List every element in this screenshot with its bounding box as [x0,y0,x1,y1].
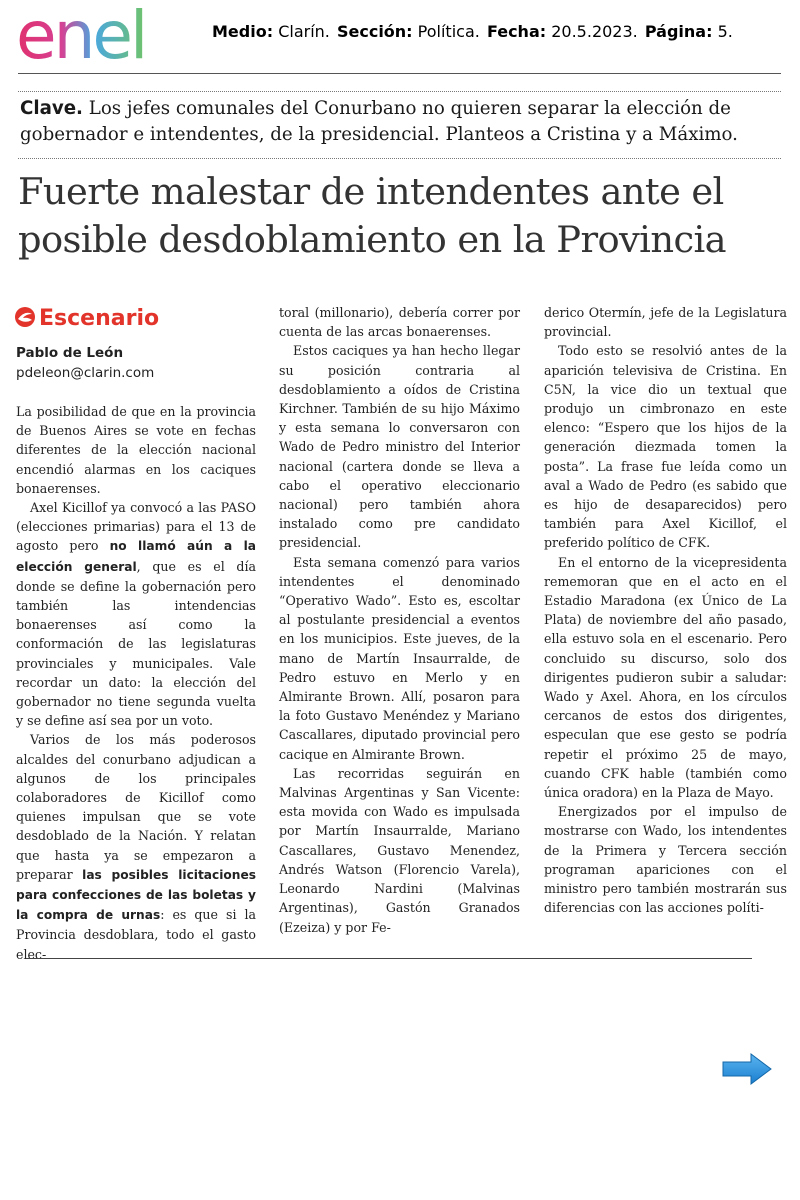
logo-text: enel [16,4,146,66]
paragraph: derico Otermín, jefe de la Legislatura provincial. [544,305,787,340]
seccion-label: Sección: [336,22,413,41]
deck-top-divider [18,91,781,92]
deck-label: Clave. [20,98,83,119]
paragraph: Las recorridas seguirán en Malvinas Argentinas y San Vicente: esta movida con Wado es impulsada por Martín Insaurralde, Mariano Cascallares, Gustavo Menendez, Andrés Watson (Florencio Varela), Leonardo Nardini (Malvinas Argentinas), Gastón Granados (Ezeiza) y por Fe- [279,765,520,935]
fecha-label: Fecha: [486,22,547,41]
paragraph: Estos caciques ya han hecho llegar su posición contraria al desdoblamiento a oídos de Cristina Kirchner. También de su hijo Máximo y esta semana lo conversaron con Wado de Pedro ministro del Interior nacional (cartera donde se lleva a cabo el operativo eleccionario nacional) pero también ahora instalado como pre candidato presidencial. [279,343,520,551]
seccion-value: Política. [417,22,480,41]
paragraph: Energizados por el impulso de mostrarse con Wado, los intendentes de la Primera y Tercera sección programan apariciones con el ministro pero también mostrarán sus diferencias con las acciones políti- [544,804,787,916]
article-headline: Fuerte malestar de intendentes ante el posible desdoblamiento en la Provincia [18,170,726,261]
article-column-3 [544,303,787,918]
author-name: Pablo de León [16,345,124,361]
enel-logo [16,4,181,66]
article-column-2 [279,303,520,937]
deck-summary [20,96,780,148]
paragraph: La posibilidad de que en la provincia de Buenos Aires se vote en fechas diferentes de la elección nacional encendió alarmas en los caciques bonaerenses. [16,404,256,496]
article-column-1 [16,402,256,964]
footer-divider [26,958,752,959]
scenario-icon [14,306,36,328]
right-arrow-icon[interactable] [721,1052,773,1086]
pagina-label: Página: [644,22,713,41]
bold-phrase: las posibles licitaciones para confecciones de las boletas y la compra de urnas [16,867,256,923]
medio-label: Medio: [212,22,274,41]
section-tag [14,306,159,331]
section-label: Escenario [39,306,160,331]
paragraph: toral (millonario), debería correr por cuenta de las arcas bonaerenses. [279,305,520,340]
author-email: pdeleon@clarin.com [16,365,155,381]
deck-bottom-divider [18,158,781,159]
medio-value: Clarín. [278,22,330,41]
clipping-header [0,0,800,74]
paragraph: En el entorno de la vicepresidenta rememoran que en el acto en el Estadio Maradona (ex Único de La Plata) de noviembre del año pasado, ella estuvo sola en el escenario. Pero concluido su discurso, solo dos dirigentes pudieron subir a saludar: Wado y Axel. Ahora, en los círculos cercanos de estos dos dirigentes, especulan que ese gesto se podría repetir el próximo 25 de mayo, cuando CFK hable (también como única oradora) en la Plaza de Mayo. [544,554,787,801]
paragraph: Esta semana comenzó para varios intendentes el denominado “Operativo Wado”. Esto es, escoltar al postulante presidencial a eventos en los municipios. Este jueves, de la mano de Martín Insaurralde, de Pedro estuvo en Merlo y en Almirante Brown. Allí, posaron para la foto Gustavo Menéndez y Mariano Cascallares, diputado provincial pero cacique en Almirante Brown. [279,554,520,762]
fecha-value: 20.5.2023. [551,22,638,41]
paragraph: Varios de los más poderosos alcaldes del conurbano adjudican a algunos de los principales colaboradores de Kicillof como quienes impulsan que se vote desdoblado de la Nación. Y relatan que hasta ya se empezaron a preparar las posibles licitaciones para confecciones de las boletas y la compra de urnas: es que si la Provincia desdoblara, todo el gasto elec- [16,732,257,962]
paragraph: Axel Kicillof ya convocó a las PASO (elecciones primarias) para el 13 de agosto pero no llamó aún a la elección general, que es el día donde se define la gobernación pero también las intendencias bonaerenses así como la conformación de las legislaturas provinciales y municipales. Vale recordar un dato: la elección del gobernador no tiene segunda vuelta y se define así sea por un voto. [16,500,256,729]
deck-text: Los jefes comunales del Conurbano no quieren separar la elección de gobernador e intendentes, de la presidencial. Planteos a Cristina y a Máximo. [20,98,738,145]
header-divider [18,73,781,74]
paragraph: Todo esto se resolvió antes de la aparición televisiva de Cristina. En C5N, la vice dio un textual que produjo un cimbronazo en este elenco: “Espero que los hijos de la generación diezmada tomen la posta”. La frase fue leída como un aval a Wado de Pedro (es sabido que es hijo de desaparecidos) pero también para Axel Kicillof, el preferido político de CFK. [544,343,787,551]
pagina-value: 5. [717,22,733,41]
clipping-metadata [212,22,735,41]
bold-phrase: no llamó aún a la elección general [16,539,256,574]
